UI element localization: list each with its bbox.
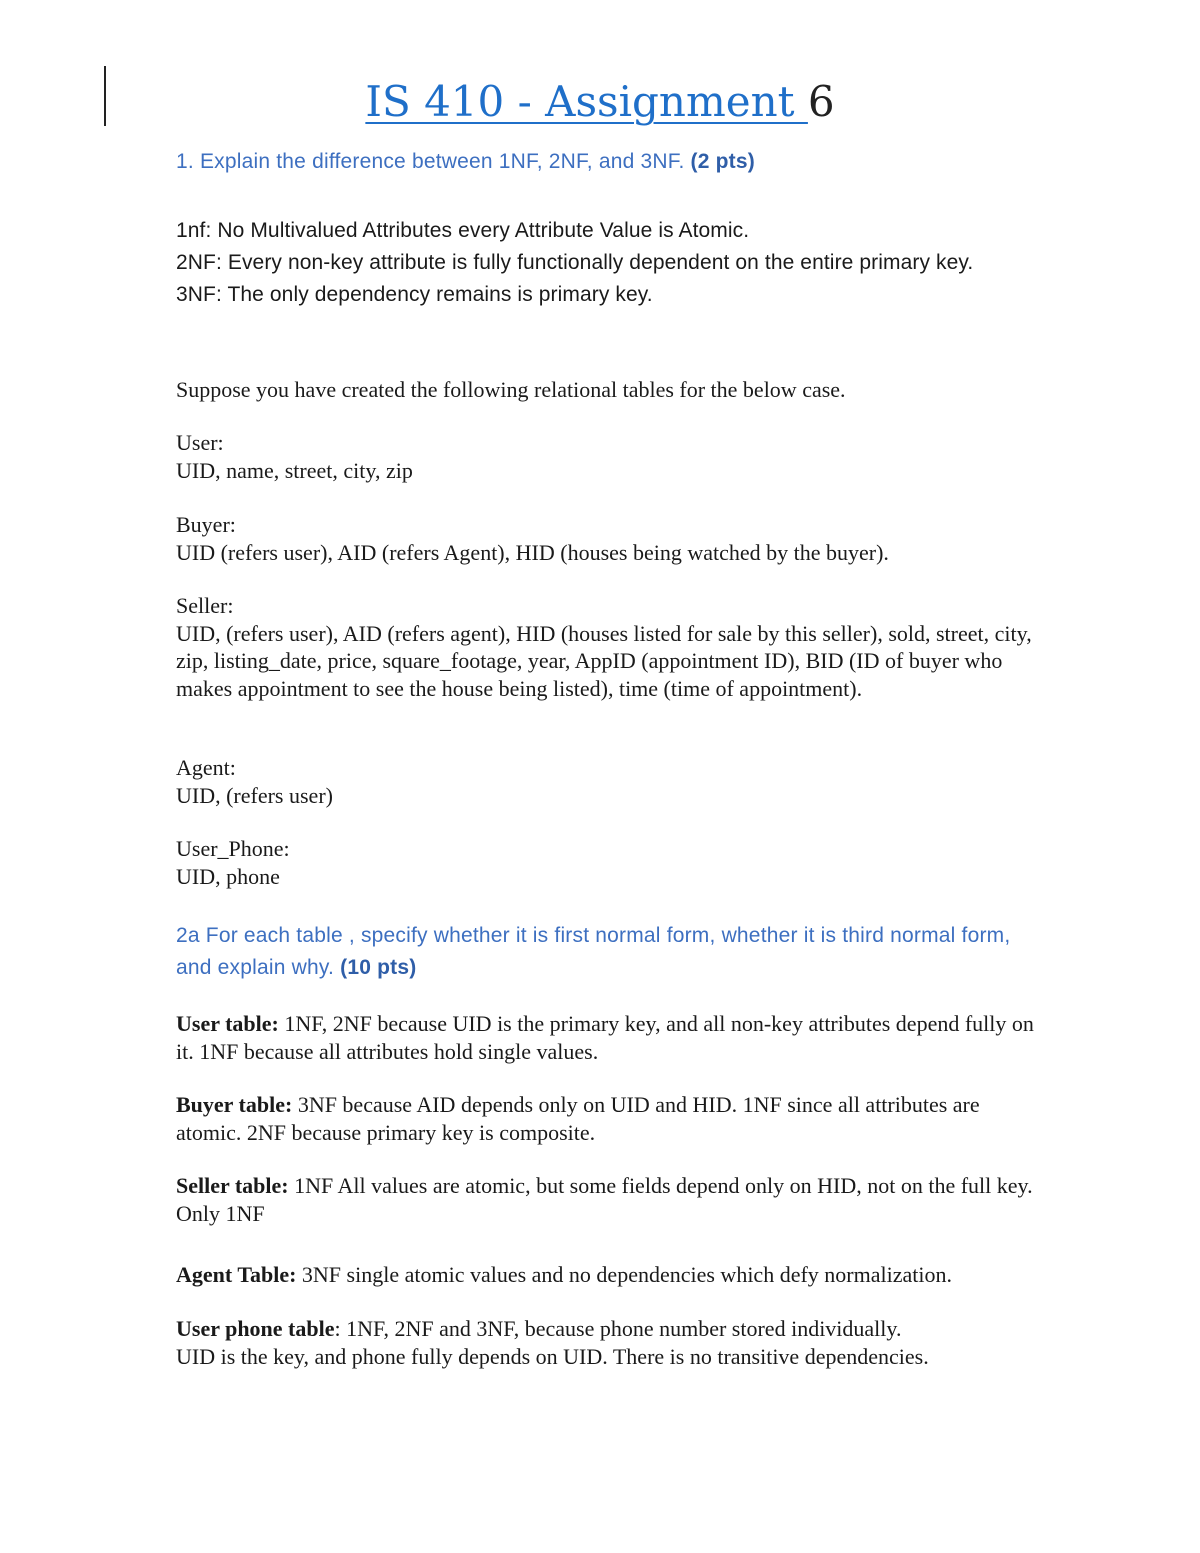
table-attributes: UID, (refers user) [176, 782, 333, 808]
question-1-points: (2 pts) [690, 150, 755, 173]
answer-text: : 1NF, 2NF and 3NF, because phone number stored individually. [334, 1316, 902, 1341]
answer-label: User table: [176, 1011, 279, 1036]
table-buyer [176, 511, 1046, 566]
answer-text: 3NF single atomic values and no dependencies which defy normalization. [296, 1262, 952, 1287]
answer-text: 1NF All values are atomic, but some fields depend only on HID, not on the full key. Only 1NF [176, 1173, 1033, 1226]
question-2a-text: 2a For each table , specify whether it is first normal form, whether it is third normal form, and explain why. [176, 924, 1011, 979]
table-name: User_Phone: [176, 836, 290, 861]
question-2a-points: (10 pts) [340, 956, 417, 979]
answer-label: Agent Table: [176, 1262, 297, 1287]
table-name: Seller: [176, 593, 234, 618]
table-attributes: UID (refers user), AID (refers Agent), HID (houses being watched by the buyer). [176, 539, 889, 565]
table-user [176, 429, 1046, 484]
table-seller [176, 592, 1046, 702]
answer-1 [176, 215, 1046, 311]
answer-label: Buyer table: [176, 1092, 293, 1117]
document-title [0, 72, 1200, 132]
table-name: Buyer: [176, 512, 236, 537]
table-agent [176, 754, 1046, 809]
title-suffix: 6 [807, 77, 835, 126]
answer-buyer-table [176, 1091, 1046, 1146]
question-1 [176, 146, 1046, 178]
table-attributes: UID, (refers user), AID (refers agent), HID (houses listed for sale by this seller), sold, street, city, zip, listing_date, price, square_footage, year, AppID (appointment ID), BID (ID of buyer who makes appointment to see the house being listed), time (time of appointment). [176, 620, 1032, 701]
answer-seller-table [176, 1172, 1046, 1227]
answer-user-phone-table [176, 1315, 1046, 1370]
intro-text: Suppose you have created the following relational tables for the below case. [176, 377, 846, 402]
table-name: Agent: [176, 755, 236, 780]
answer-agent-table [176, 1261, 1046, 1289]
table-name: User: [176, 430, 224, 455]
question-1-text: 1. Explain the difference between 1NF, 2NF, and 3NF. [176, 150, 691, 173]
answer-3nf: 3NF: The only dependency remains is primary key. [176, 283, 653, 306]
table-attributes: UID, phone [176, 863, 280, 889]
answer-1nf: 1nf: No Multivalued Attributes every Attribute Value is Atomic. [176, 219, 750, 242]
answer-2nf: 2NF: Every non-key attribute is fully functionally dependent on the entire primary key. [176, 251, 974, 274]
answer-text-continued: UID is the key, and phone fully depends on UID. There is no transitive dependencies. [176, 1343, 929, 1369]
answer-label: Seller table: [176, 1173, 289, 1198]
table-user-phone [176, 835, 1046, 890]
answer-text: 3NF because AID depends only on UID and HID. 1NF since all attributes are atomic. 2NF because primary key is composite. [176, 1092, 980, 1145]
title-main: IS 410 - Assignment [365, 77, 808, 126]
table-attributes: UID, name, street, city, zip [176, 457, 413, 483]
answer-user-table [176, 1010, 1046, 1065]
answer-text: 1NF, 2NF because UID is the primary key, and all non-key attributes depend fully on it. 1NF because all attributes hold single values. [176, 1011, 1034, 1064]
question-2a [176, 920, 1046, 984]
answer-label: User phone table [176, 1316, 335, 1341]
